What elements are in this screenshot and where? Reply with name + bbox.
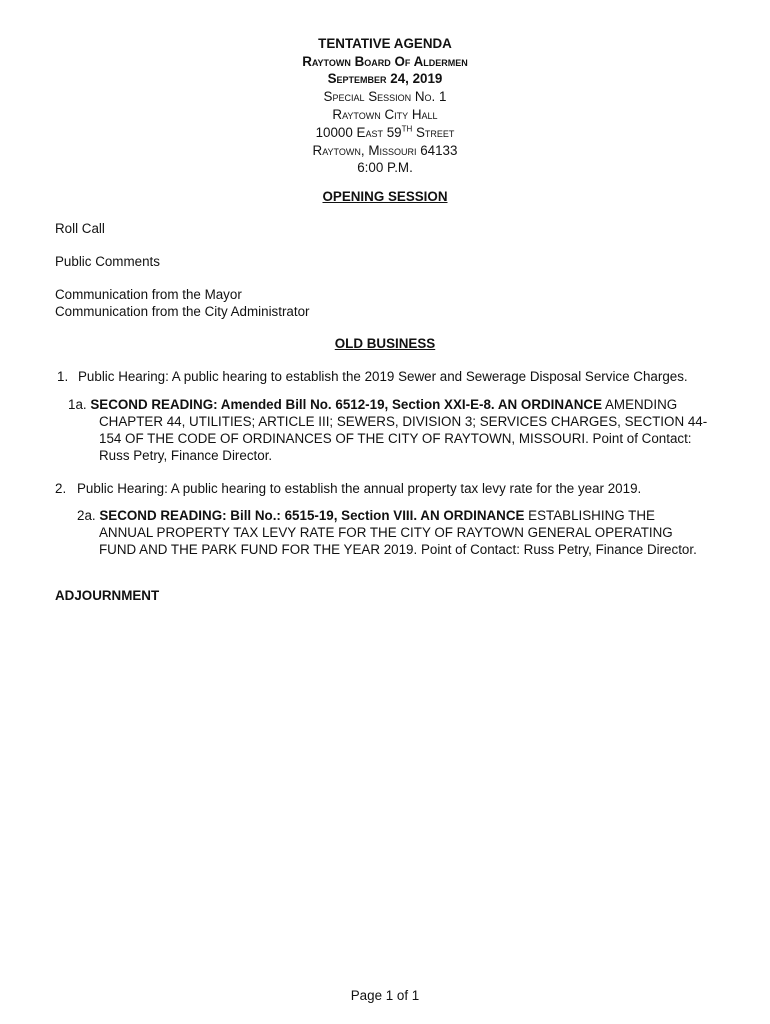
session-name: Special Session No. 1: [323, 89, 447, 104]
item-2-text: Public Hearing: A public hearing to establish the annual property tax levy rate for the year 2019.: [77, 481, 642, 496]
item-2a-bold-title: SECOND READING: Bill No.: 6515-19, Section VIII. AN ORDINANCE: [99, 508, 525, 523]
street-address-street: Street: [412, 125, 455, 140]
item-2a-line-3: FUND AND THE PARK FUND FOR THE YEAR 2019. Point of Contact: Russ Petry, Finance Director.: [99, 542, 697, 557]
item-1a-line-1: [68, 396, 758, 414]
item-2-number: 2.: [55, 481, 67, 496]
item-2a-line-2: ANNUAL PROPERTY TAX LEVY RATE FOR THE CITY OF RAYTOWN GENERAL OPERATING: [99, 525, 673, 540]
adjournment: ADJOURNMENT: [55, 588, 160, 603]
item-1a-line-3: 154 OF THE CODE OF ORDINANCES OF THE CITY OF RAYTOWN, MISSOURI. Point of Contact:: [99, 431, 692, 446]
street-address: [0, 124, 770, 142]
item-1-text: Public Hearing: A public hearing to establish the 2019 Sewer and Sewerage Disposal Service Charges.: [78, 369, 688, 384]
item-1a-line-4: Russ Petry, Finance Director.: [99, 448, 273, 463]
street-address-number: 10000 East 59: [315, 125, 402, 140]
public-comments: Public Comments: [55, 254, 160, 269]
roll-call: Roll Call: [55, 221, 105, 236]
venue: Raytown City Hall: [332, 107, 438, 122]
item-1a-label: 1a.: [68, 397, 87, 412]
communication-mayor: Communication from the Mayor: [55, 287, 242, 302]
city-state-zip: Raytown, Missouri 64133: [312, 143, 458, 158]
page-number: Page 1 of 1: [350, 988, 420, 1003]
item-2a-text-1: ESTABLISHING THE: [524, 508, 655, 523]
old-business-heading: OLD BUSINESS: [334, 336, 436, 351]
street-address-suffix: TH: [401, 124, 413, 134]
meeting-time: 6:00 P.M.: [357, 160, 413, 175]
item-2a-label: 2a.: [77, 508, 96, 523]
agenda-title: TENTATIVE AGENDA: [318, 36, 452, 51]
board-name: Raytown Board Of Aldermen: [302, 54, 468, 69]
meeting-date: September 24, 2019: [327, 71, 443, 86]
item-1a-bold-title: SECOND READING: Amended Bill No. 6512-19, Section XXI-E-8. AN ORDINANCE: [90, 397, 603, 412]
item-1a-text-1: AMENDING: [602, 397, 678, 412]
opening-session-heading: OPENING SESSION: [322, 189, 448, 204]
item-2a-line-1: [77, 507, 767, 525]
item-1-number: 1.: [57, 369, 69, 384]
communication-city-administrator: Communication from the City Administrator: [55, 304, 310, 319]
item-1a-line-2: CHAPTER 44, UTILITIES; ARTICLE III; SEWERS, DIVISION 3; SERVICES CHARGES, SECTION 44-: [99, 414, 708, 429]
